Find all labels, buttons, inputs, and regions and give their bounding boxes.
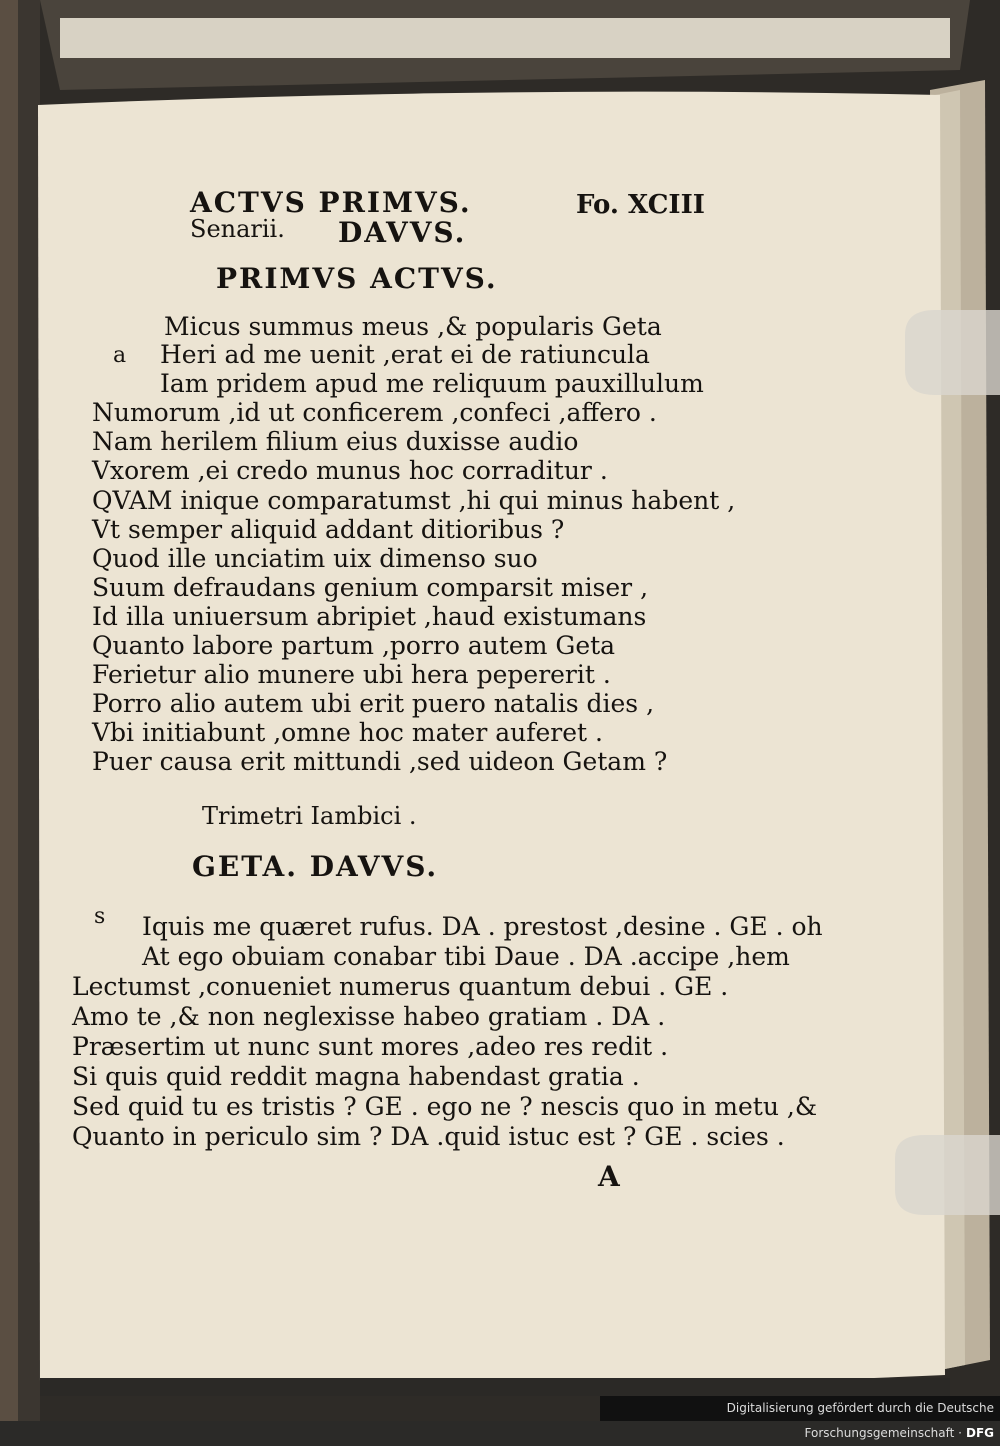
- verse-line: Numorum ,id ut conficerem ,confeci ,affero .: [92, 398, 657, 427]
- verse-line: Quanto in periculo sim ? DA .quid istuc est ? GE . scies .: [72, 1122, 785, 1151]
- scene-title: PRIMVS ACTVS.: [216, 262, 498, 295]
- verse-line: Præsertim ut nunc sunt mores ,adeo res redit .: [72, 1032, 669, 1061]
- running-title: ACTVS PRIMVS.: [190, 186, 472, 219]
- verse-line: Amo te ,& non neglexisse habeo gratiam . DA .: [72, 1002, 666, 1031]
- speaker-heading: GETA. DAVVS.: [192, 850, 439, 883]
- digitization-footer: [600, 1396, 1000, 1440]
- speaker-heading: DAVVS.: [338, 216, 467, 249]
- verse-line: Heri ad me uenit ,erat ei de ratiuncula: [160, 340, 650, 369]
- verse-line: Quanto labore partum ,porro autem Geta: [92, 631, 616, 660]
- catchword: A: [598, 1160, 622, 1193]
- meter-label: Trimetri Iambici .: [202, 802, 417, 830]
- verse-line: Lectumst ,conueniet numerus quantum debui . GE .: [72, 972, 729, 1001]
- verse-line: Micus summus meus ,& popularis Geta: [164, 312, 662, 341]
- verse-line: Puer causa erit mittundi ,sed uideon Getam ?: [92, 747, 668, 776]
- dfg-logo: DFG: [965, 1426, 994, 1440]
- verse-line: Vt semper aliquid addant ditioribus ?: [92, 515, 565, 544]
- verse-line: Vxorem ,ei credo munus hoc corraditur .: [92, 456, 608, 485]
- verse-line: Iam pridem apud me reliquum pauxillulum: [160, 369, 704, 398]
- meter-label: Senarii.: [190, 215, 285, 243]
- verse-line: Quod ille unciatim uix dimenso suo: [92, 544, 538, 573]
- folio-number: Fo. XCIII: [576, 190, 705, 220]
- margin-letter: s: [94, 904, 106, 929]
- footer-text: Digitalisierung gefördert durch die Deutsche Forschungsgemeinschaft ·: [726, 1401, 994, 1440]
- verse-line: Nam herilem filium eius duxisse audio: [92, 427, 579, 456]
- verse-line: Porro alio autem ubi erit puero natalis dies ,: [92, 689, 655, 718]
- verse-line: At ego obuiam conabar tibi Daue . DA .accipe ,hem: [142, 942, 790, 971]
- verse-line: Iquis me quæret rufus. DA . prestost ,desine . GE . oh: [142, 912, 823, 941]
- verse-line: Suum defraudans genium comparsit miser ,: [92, 573, 649, 602]
- verse-line: Id illa uniuersum abripiet ,haud existumans: [92, 602, 647, 631]
- verse-line: Vbi initiabunt ,omne hoc mater auferet .: [92, 718, 603, 747]
- verse-line: Ferietur alio munere ubi hera pepererit .: [92, 660, 611, 689]
- verse-line: QVAM inique comparatumst ,hi qui minus habent ,: [92, 486, 736, 515]
- margin-letter: a: [113, 343, 127, 368]
- verse-line: Sed quid tu es tristis ? GE . ego ne ? nescis quo in metu ,&: [72, 1092, 818, 1121]
- verse-line: Si quis quid reddit magna habendast gratia .: [72, 1062, 640, 1091]
